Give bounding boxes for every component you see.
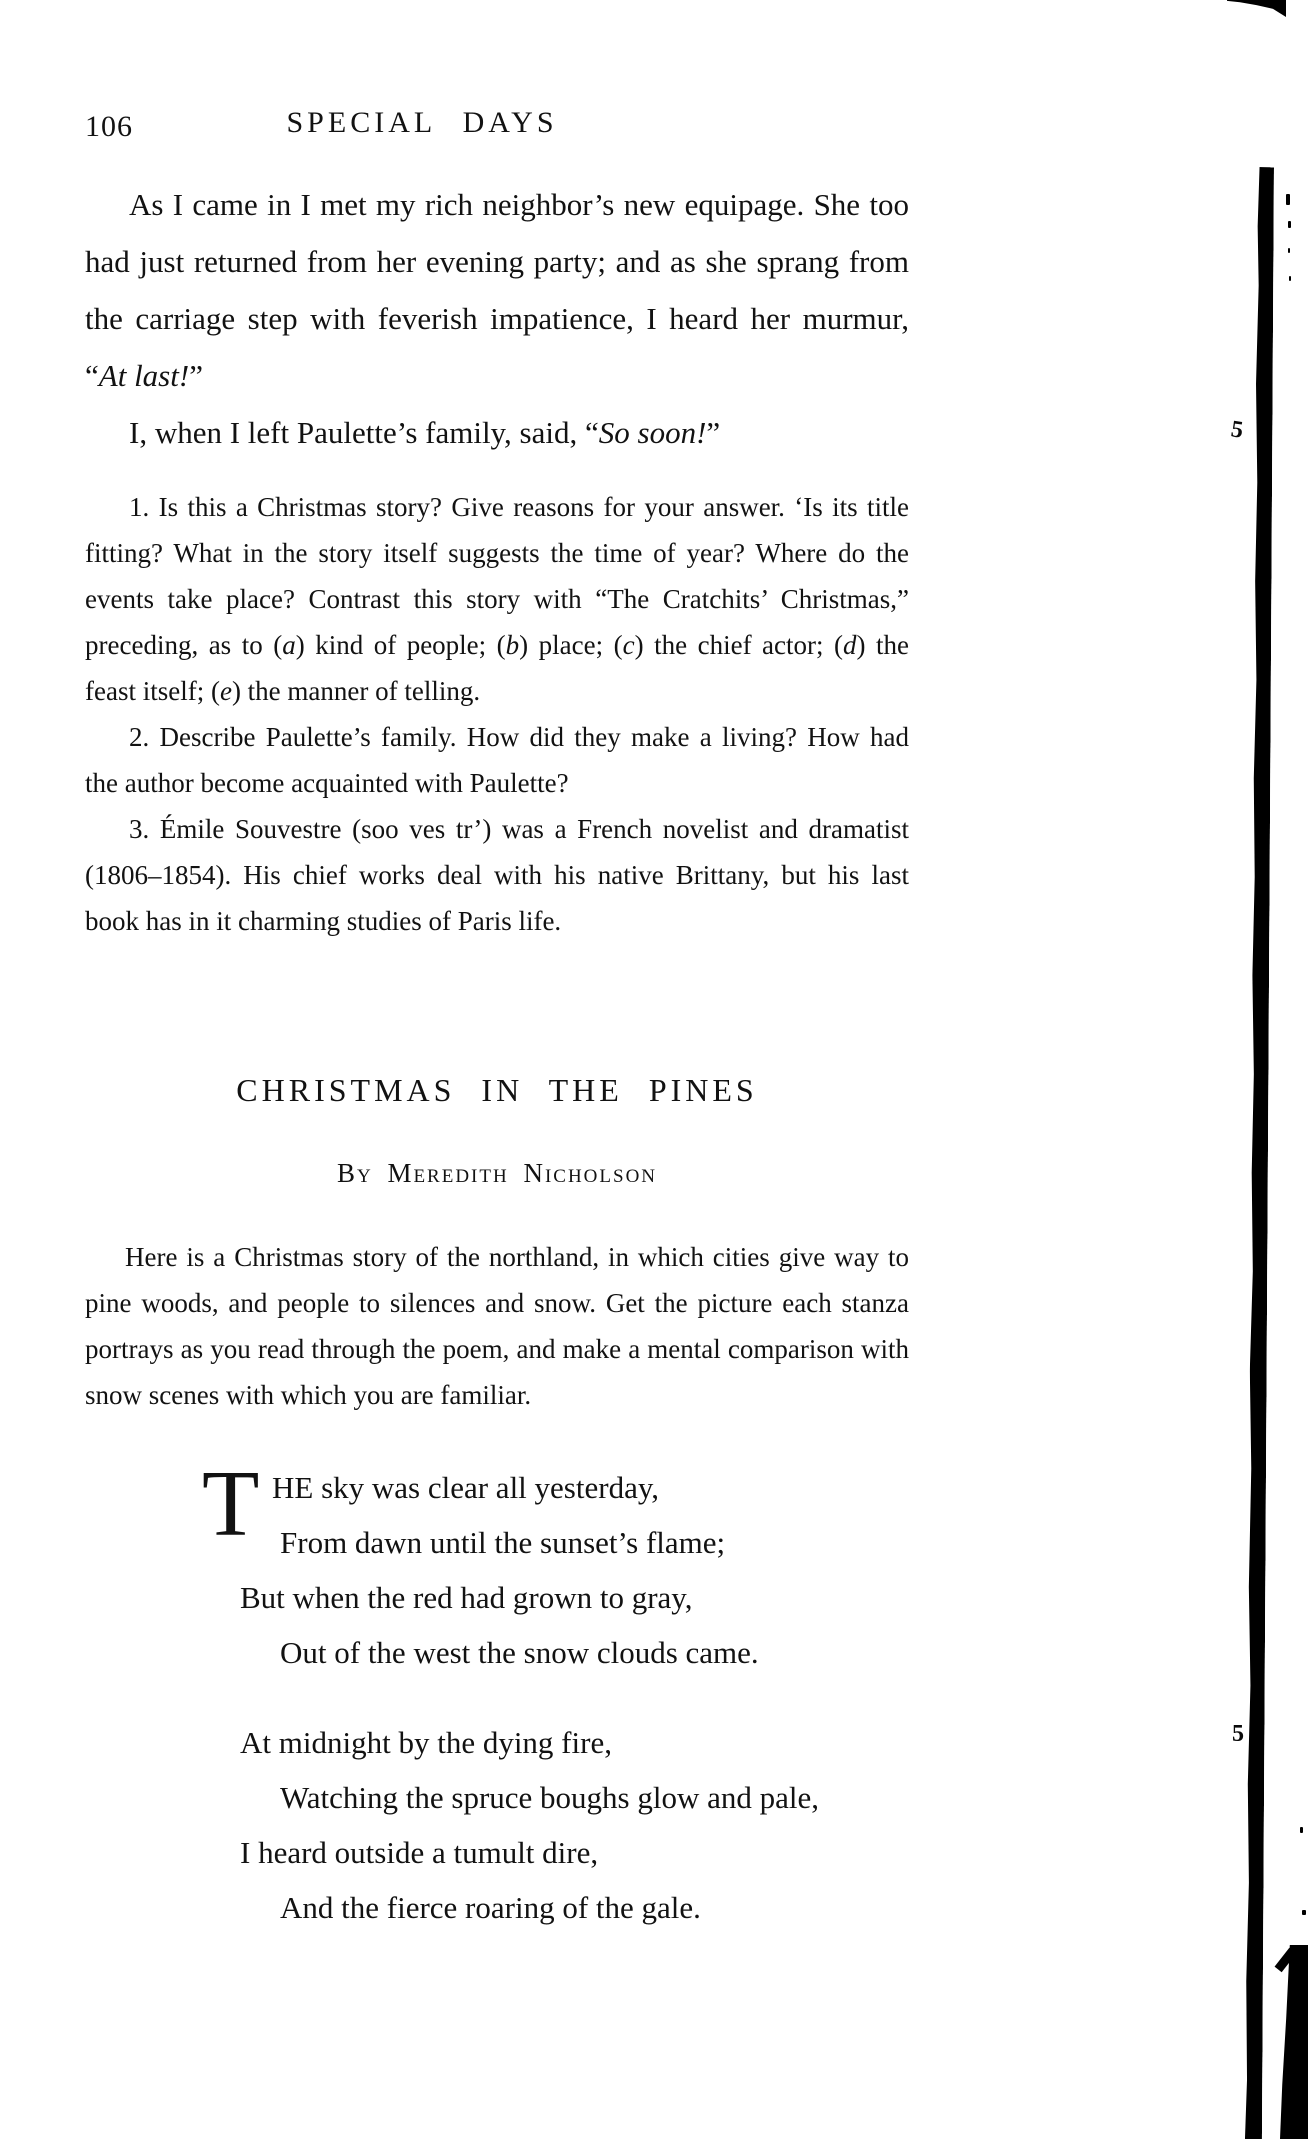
- drop-cap: T: [202, 1452, 260, 1556]
- page-number: 106: [85, 110, 133, 143]
- ink-speck: [1289, 276, 1291, 281]
- poem-line-7: I heard outside a tumult dire,: [240, 1835, 599, 1870]
- poem-line-5: At midnight by the dying fire,: [240, 1725, 612, 1760]
- poem: [202, 1452, 820, 1935]
- ink-speck: [1299, 2013, 1302, 2019]
- ink-speck: [1300, 1827, 1303, 1833]
- question-1: 1. Is this a Christmas story? Give reasons for your answer. ʻIs its title fitting? What in the story itself suggests the time of year? Where do the events take place? Contrast this story with “The Cratchits’ Christmas,” preceding, as to (a) kind of people; (b) place; (c) the chief actor; (d) the feast itself; (e) the manner of telling.: [85, 492, 910, 706]
- poem-line-3: But when the red had grown to gray,: [240, 1580, 693, 1615]
- question-2: 2. Describe Paulette’s family. How did they make a living? How had the author become acquainted with Paulette?: [85, 722, 909, 798]
- margin-line-number-poem: 5: [1232, 1721, 1244, 1747]
- ink-speck: [1288, 248, 1290, 253]
- ink-speck: [1300, 1962, 1303, 1971]
- question-3: 3. Émile Souvestre (soo ves tr’) was a French novelist and dramatist (1806–1854). His chief works deal with his native Brittany, but his last book has in it charming studies of Paris life.: [85, 814, 909, 936]
- poem-stanza-2: [240, 1715, 819, 1935]
- poem-line-8: And the fierce roaring of the gale.: [280, 1890, 701, 1925]
- study-questions: [85, 484, 909, 944]
- running-head: [85, 106, 909, 146]
- story-closing-line: I, when I left Paulette’s family, said, “So soon!”: [129, 415, 721, 450]
- poem-line-2: From dawn until the sunset’s flame;: [280, 1525, 726, 1560]
- poem-line-1-text: HE sky was clear all yesterday,: [272, 1470, 660, 1505]
- binding-shadow-bottom-artifact: [1280, 1945, 1308, 2139]
- intro-note: Here is a Christmas story of the northland, in which cities give way to pine woods, and people to silences and snow. Get the picture each stanza portrays as you read through the poem, and make a mental comparison with snow scenes with which you are familiar.: [85, 1242, 909, 1410]
- running-title: SPECIAL DAYS: [286, 106, 558, 139]
- story-paragraph: As I came in I met my rich neighbor’s new equipage. She too had just returned from her evening party; and as she sprang from the carriage step with feverish impatience, I heard her murmur, “At last!”: [85, 187, 909, 393]
- chapter-title: CHRISTMAS IN THE PINES: [236, 1072, 758, 1108]
- page-curl-artifact: [1227, 0, 1286, 17]
- poem-stanza-1: [202, 1452, 819, 1680]
- ink-speck: [1288, 221, 1291, 228]
- poem-line-4: Out of the west the snow clouds came.: [280, 1635, 759, 1670]
- poem-line-6: Watching the spruce boughs glow and pale,: [280, 1780, 820, 1815]
- byline: By Meredith Nicholson: [336, 1158, 658, 1188]
- binding-shadow-artifact: [1245, 167, 1274, 2139]
- margin-line-number-prose: 5: [1229, 416, 1245, 444]
- ink-speck: [1286, 194, 1290, 205]
- ink-speck: [1302, 1910, 1306, 1915]
